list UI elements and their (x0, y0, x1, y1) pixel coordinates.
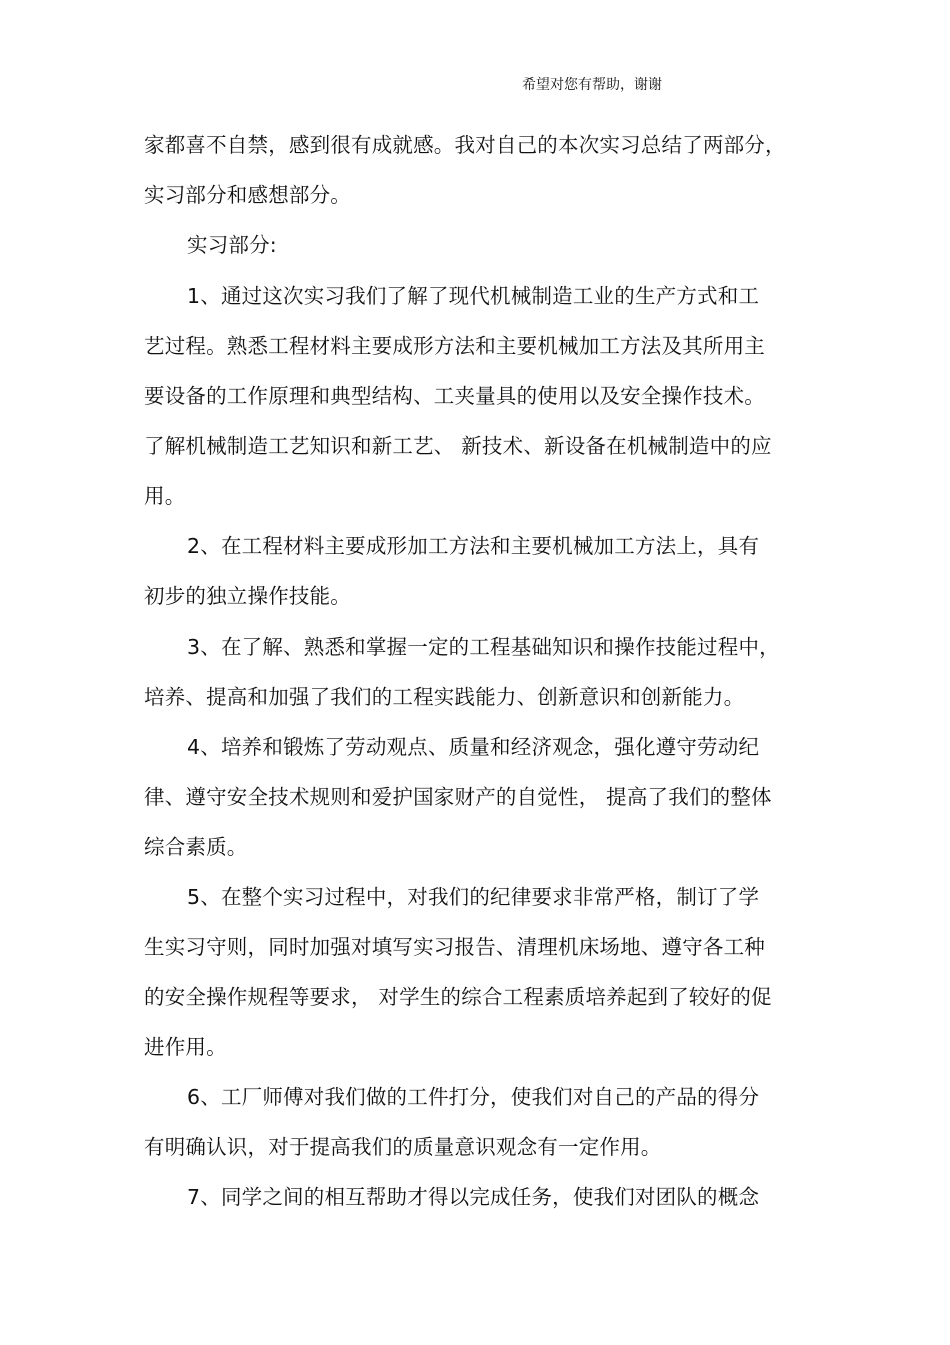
section-heading: 实习部分: (187, 233, 277, 257)
text-line: 的安全操作规程等要求， 对学生的综合工程素质培养起到了较好的促 (144, 985, 772, 1009)
text-line: 用。 (144, 484, 186, 508)
header-note: 希望对您有帮助，谢谢 (522, 77, 662, 93)
text-line: 实习部分和感想部分。 (144, 183, 351, 207)
text-line: 5、在整个实习过程中，对我们的纪律要求非常严格，制订了学 (187, 885, 760, 909)
text-line: 7、同学之间的相互帮助才得以完成任务，使我们对团队的概念 (187, 1185, 760, 1209)
text-line: 律、遵守安全技术规则和爱护国家财产的自觉性， 提高了我们的整体 (144, 785, 772, 809)
text-line: 要设备的工作原理和典型结构、工夹量具的使用以及安全操作技术。 (144, 384, 765, 408)
text-line: 有明确认识，对于提高我们的质量意识观念有一定作用。 (144, 1135, 662, 1159)
text-line: 2、在工程材料主要成形加工方法和主要机械加工方法上，具有 (187, 534, 760, 558)
text-line: 1、通过这次实习我们了解了现代机械制造工业的生产方式和工 (187, 284, 760, 308)
text-line: 了解机械制造工艺知识和新工艺、 新技术、新设备在机械制造中的应 (144, 434, 772, 458)
text-line: 初步的独立操作技能。 (144, 584, 351, 608)
text-line: 4、培养和锻炼了劳动观点、质量和经济观念，强化遵守劳动纪 (187, 735, 760, 759)
text-line: 家都喜不自禁，感到很有成就感。我对自己的本次实习总结了两部分， (144, 133, 786, 157)
text-line: 生实习守则，同时加强对填写实习报告、清理机床场地、遵守各工种 (144, 935, 765, 959)
text-line: 进作用。 (144, 1035, 227, 1059)
text-line: 6、工厂师傅对我们做的工件打分，使我们对自己的产品的得分 (187, 1085, 760, 1109)
text-line: 培养、提高和加强了我们的工程实践能力、创新意识和创新能力。 (144, 685, 745, 709)
text-line: 综合素质。 (144, 835, 248, 859)
text-line: 艺过程。熟悉工程材料主要成形方法和主要机械加工方法及其所用主 (144, 334, 765, 358)
text-line: 3、在了解、熟悉和掌握一定的工程基础知识和操作技能过程中， (187, 635, 780, 659)
